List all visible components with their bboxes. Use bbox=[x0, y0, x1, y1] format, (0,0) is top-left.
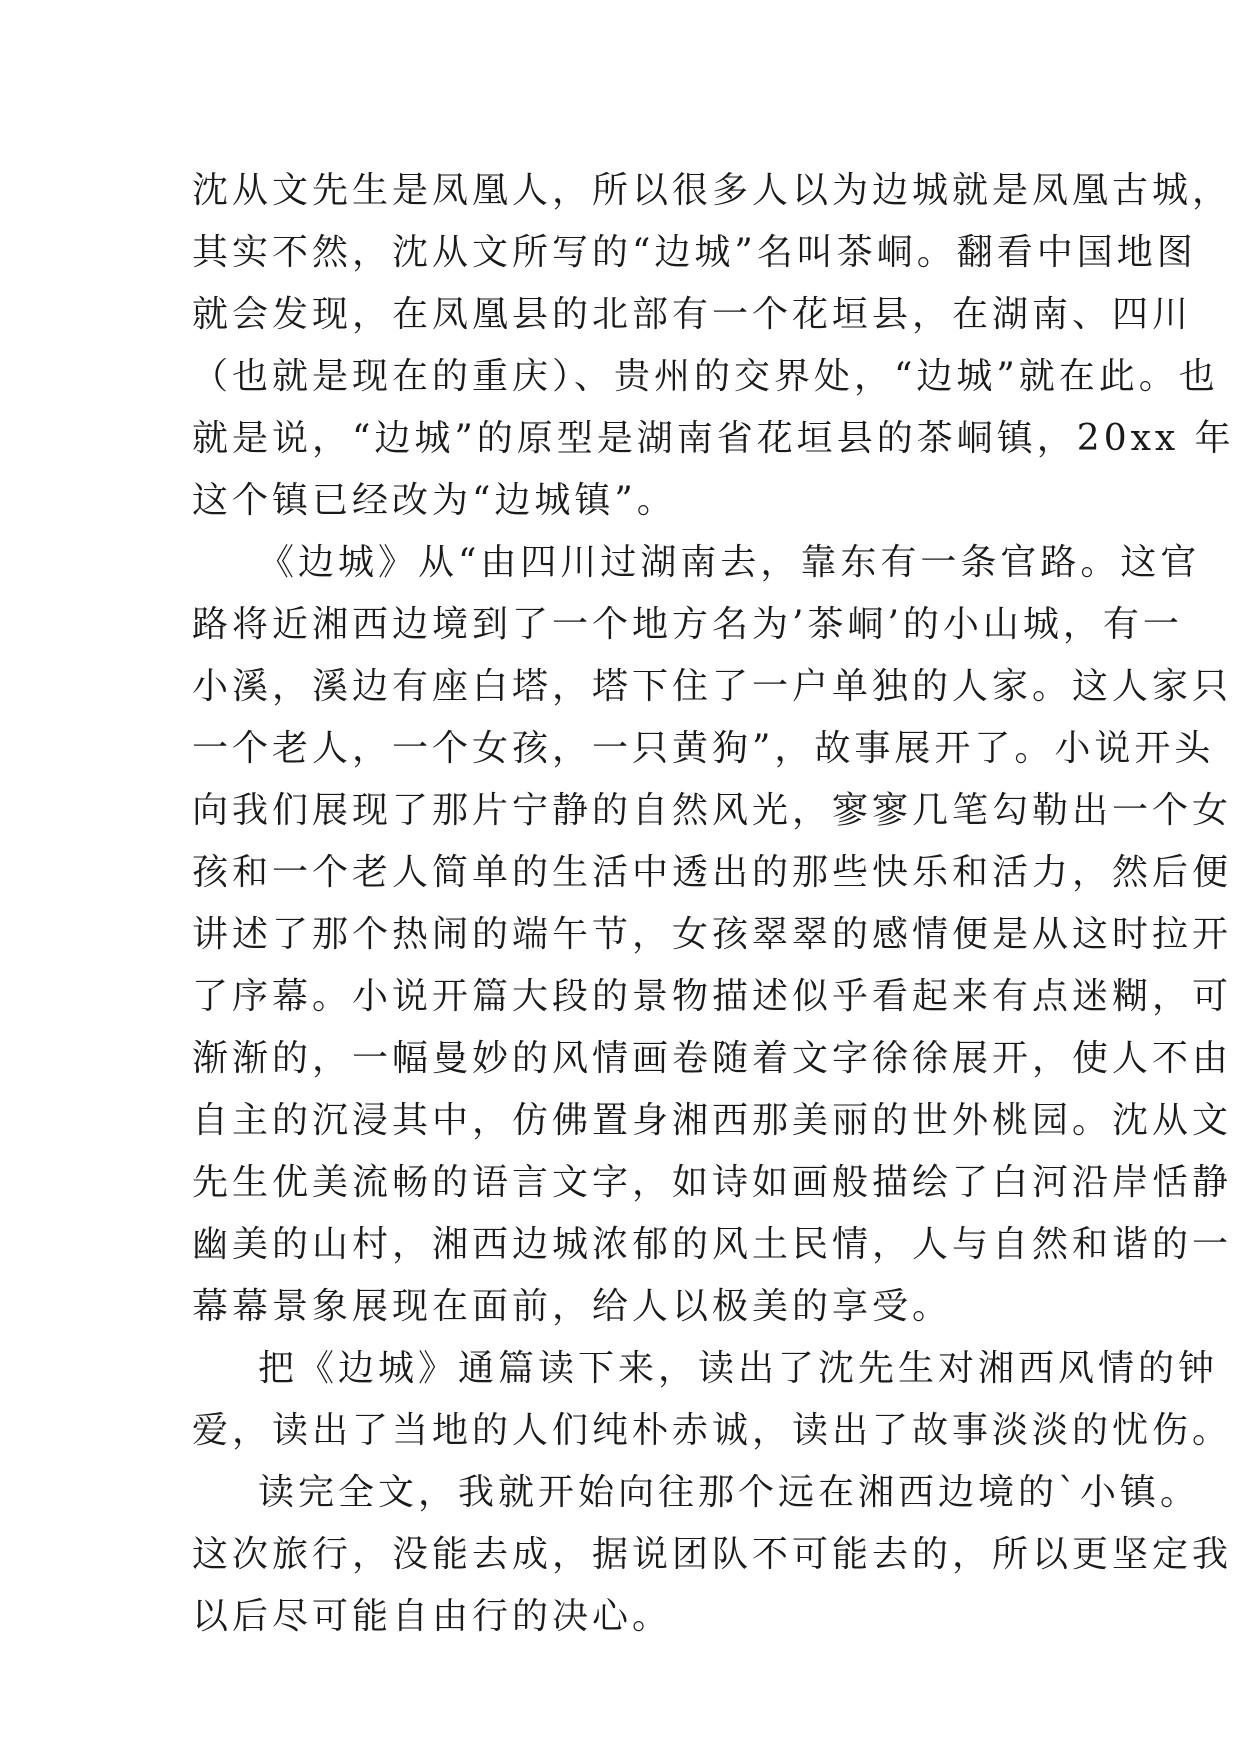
document-body bbox=[192, 160, 1235, 1648]
text-line: 路将近湘西边境到了一个地方名为’茶峒’的小山城，有一 bbox=[192, 604, 1183, 645]
text-line: 沈从文先生是凤凰人，所以很多人以为边城就是凤凰古城， bbox=[192, 170, 1233, 211]
text-line: 幽美的山村，湘西边城浓郁的风土民情，人与自然和谐的一 bbox=[192, 1224, 1233, 1265]
text-line: 读完全文，我就开始向往那个远在湘西边境的`小镇。 bbox=[258, 1472, 1201, 1513]
text-line: 孩和一个老人简单的生活中透出的那些快乐和活力，然后便 bbox=[192, 852, 1233, 893]
text-line: 一个老人，一个女孩，一只黄狗”，故事展开了。小说开头 bbox=[192, 728, 1215, 769]
text-line: 以后尽可能自由行的决心。 bbox=[192, 1596, 673, 1637]
text-line: 《边城》从“由四川过湖南去，靠东有一条官路。这官 bbox=[258, 542, 1201, 583]
text-line: 先生优美流畅的语言文字，如诗如画般描绘了白河沿岸恬静 bbox=[192, 1162, 1233, 1203]
text-line: 就是说，“边城”的原型是湖南省花垣县的茶峒镇，20xx 年 bbox=[192, 418, 1235, 459]
text-line: 这次旅行，没能去成，据说团队不可能去的，所以更坚定我 bbox=[192, 1534, 1233, 1575]
text-line: 渐渐的，一幅曼妙的风情画卷随着文字徐徐展开，使人不由 bbox=[192, 1038, 1233, 1079]
text-line: 幕幕景象展现在面前，给人以极美的享受。 bbox=[192, 1286, 953, 1327]
text-line: 爱，读出了当地的人们纯朴赤诚，读出了故事淡淡的忧伤。 bbox=[192, 1410, 1233, 1451]
paragraph bbox=[192, 1338, 1233, 1462]
text-line: 其实不然，沈从文所写的“边城”名叫茶峒。翻看中国地图 bbox=[192, 232, 1197, 273]
paragraph bbox=[192, 160, 1235, 532]
text-line: 就会发现，在凤凰县的北部有一个花垣县，在湖南、四川 bbox=[192, 294, 1193, 335]
text-line: 了序幕。小说开篇大段的景物描述似乎看起来有点迷糊，可 bbox=[192, 976, 1233, 1017]
paragraph bbox=[192, 1462, 1233, 1648]
text-line: 自主的沉浸其中，仿佛置身湘西那美丽的世外桃园。沈从文 bbox=[192, 1100, 1233, 1141]
text-line: 向我们展现了那片宁静的自然风光，寥寥几笔勾勒出一个女 bbox=[192, 790, 1233, 831]
paragraph bbox=[192, 532, 1233, 1338]
text-line: 把《边城》通篇读下来，读出了沈先生对湘西风情的钟 bbox=[258, 1348, 1219, 1389]
text-line: 这个镇已经改为“边城镇”。 bbox=[192, 480, 677, 521]
text-line: （也就是现在的重庆）、贵州的交界处，“边城”就在此。也 bbox=[192, 356, 1219, 397]
text-line: 讲述了那个热闹的端午节，女孩翠翠的感情便是从这时拉开 bbox=[192, 914, 1233, 955]
text-line: 小溪，溪边有座白塔，塔下住了一户单独的人家。这人家只 bbox=[192, 666, 1233, 707]
